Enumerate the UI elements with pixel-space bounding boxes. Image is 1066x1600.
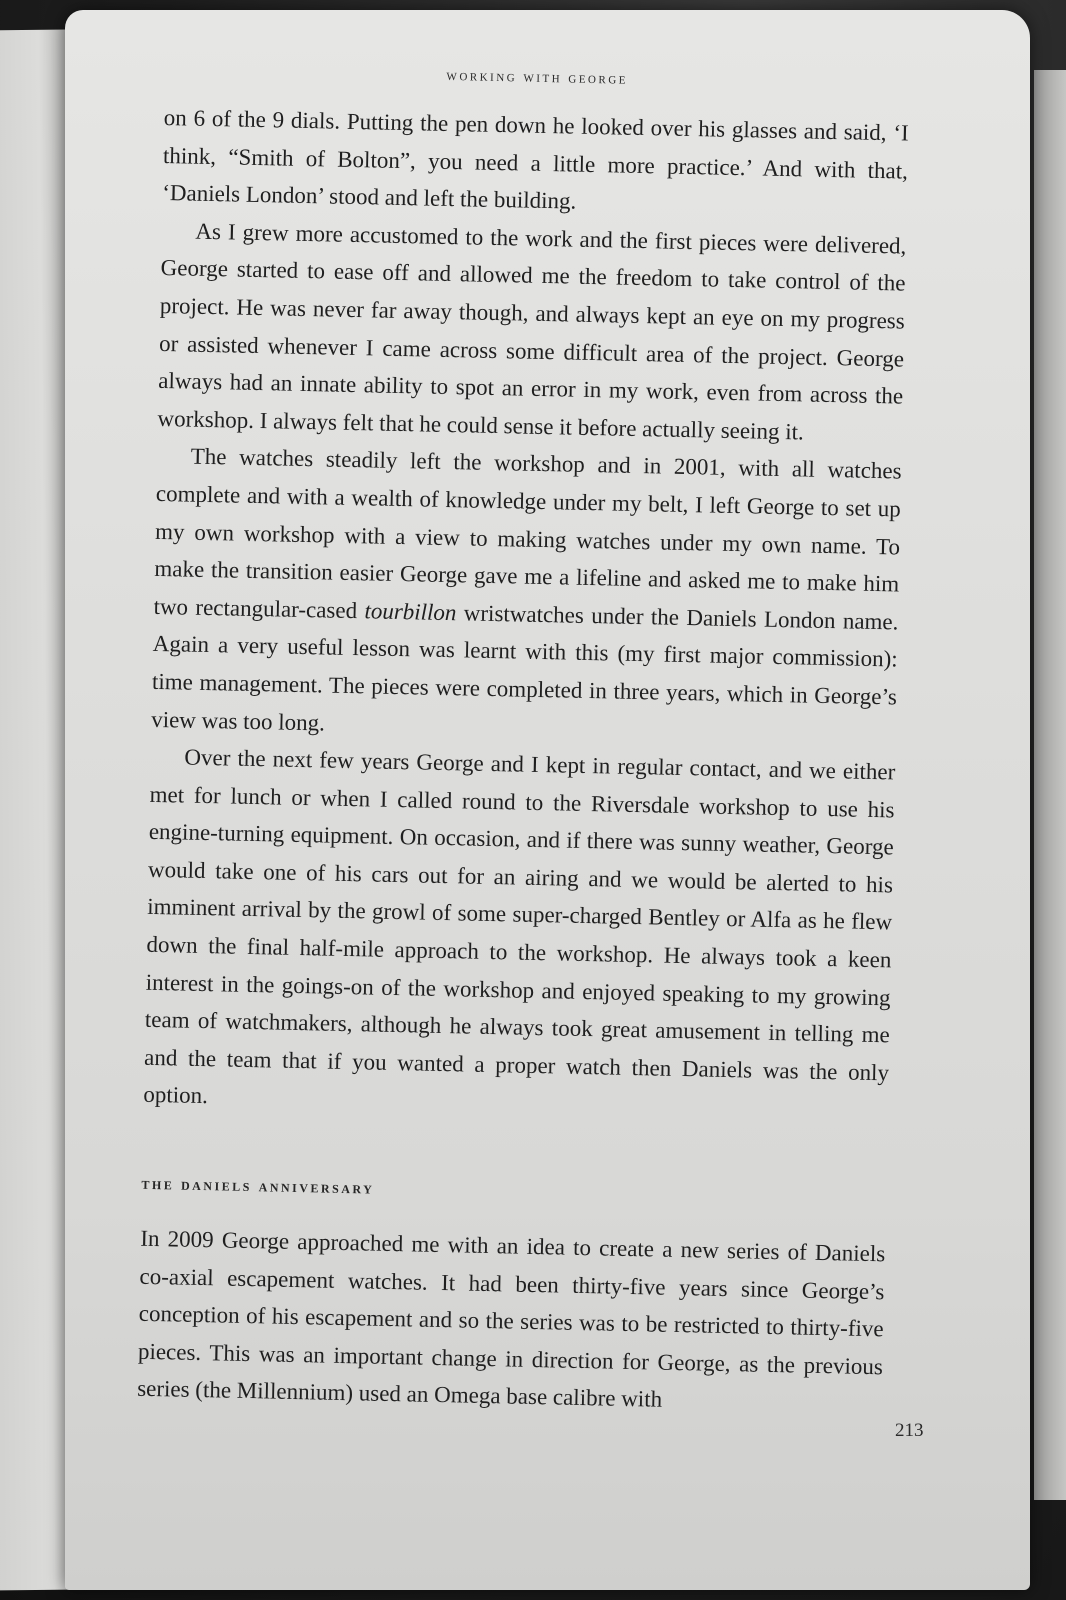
paragraph [143, 738, 896, 1129]
paragraph-text: on 6 of the 9 dials. Putting the pen down he looked over his glasses and said, ‘I think, “Smith of Bolton”, you need a little more practice.’ And with that, ‘Daniels London’ stood and left the building. [162, 104, 909, 214]
section-paragraph: In 2009 George approached me with an idea to create a new series of Daniels co-axial escapement watches. It had been thirty-five years since George’s conception of his escapement and so the series was to be restricted to thirty-five pieces. This was an important change in direction for George, as the previous series (the Millennium) used an Omega base calibre with [136, 1225, 886, 1413]
italic-term: tourbillon [364, 598, 457, 625]
paragraph-text: Over the next few years George and I kept in regular contact, and we either met for lunch or when I called round to the Riversdale workshop to use his engine-turning equipment. On occasion, and if there was sunny weather, George would take one of his cars out for an airing and we would be alerted to his imminent arrival by the growl of some super-charged Bentley or Alfa as he flew down the final half-mile approach to the workshop. He always took a keen interest in the goings-on of the workshop and enjoyed speaking to my growing team of watchmakers, although he always took great amusement in telling me and the team that if you wanted a proper watch then Daniels was the only option. [143, 744, 896, 1109]
paragraph-continued [162, 99, 909, 227]
page-text-block [137, 62, 910, 1423]
paragraph [151, 437, 902, 753]
background-sheet [1034, 70, 1066, 1500]
page-number: 213 [895, 1420, 924, 1441]
paragraph-text: The watches steadily left the workshop and in 2001, with all watches complete and with a wealth of knowledge under my belt, I left George to set up my own workshop with a view to making watches under my own name. To make the transition easier George gave me a lifeline and asked me to make him two rectangular-cased [153, 443, 902, 624]
paragraph-text: wristwatches under the Daniels London name. Again a very useful lesson was learnt with this (my first major commission): time management. The pieces were completed in three years, which in George’s view was too long. [150, 599, 899, 735]
paragraph-text: As I grew more accustomed to the work and the first pieces were delivered, George started to ease off and allowed me the freedom to take control of the project. He was never far away though, and always kept an eye on my progress or assisted whenever I came across some difficult area of the project. George always had an innate ability to spot an error in my work, even from across the workshop. I always felt that he could sense it before actually seeing it. [157, 218, 907, 445]
section-heading: the daniels anniversary [141, 1173, 375, 1198]
paragraph [157, 212, 907, 453]
running-head: working with george [446, 67, 629, 88]
